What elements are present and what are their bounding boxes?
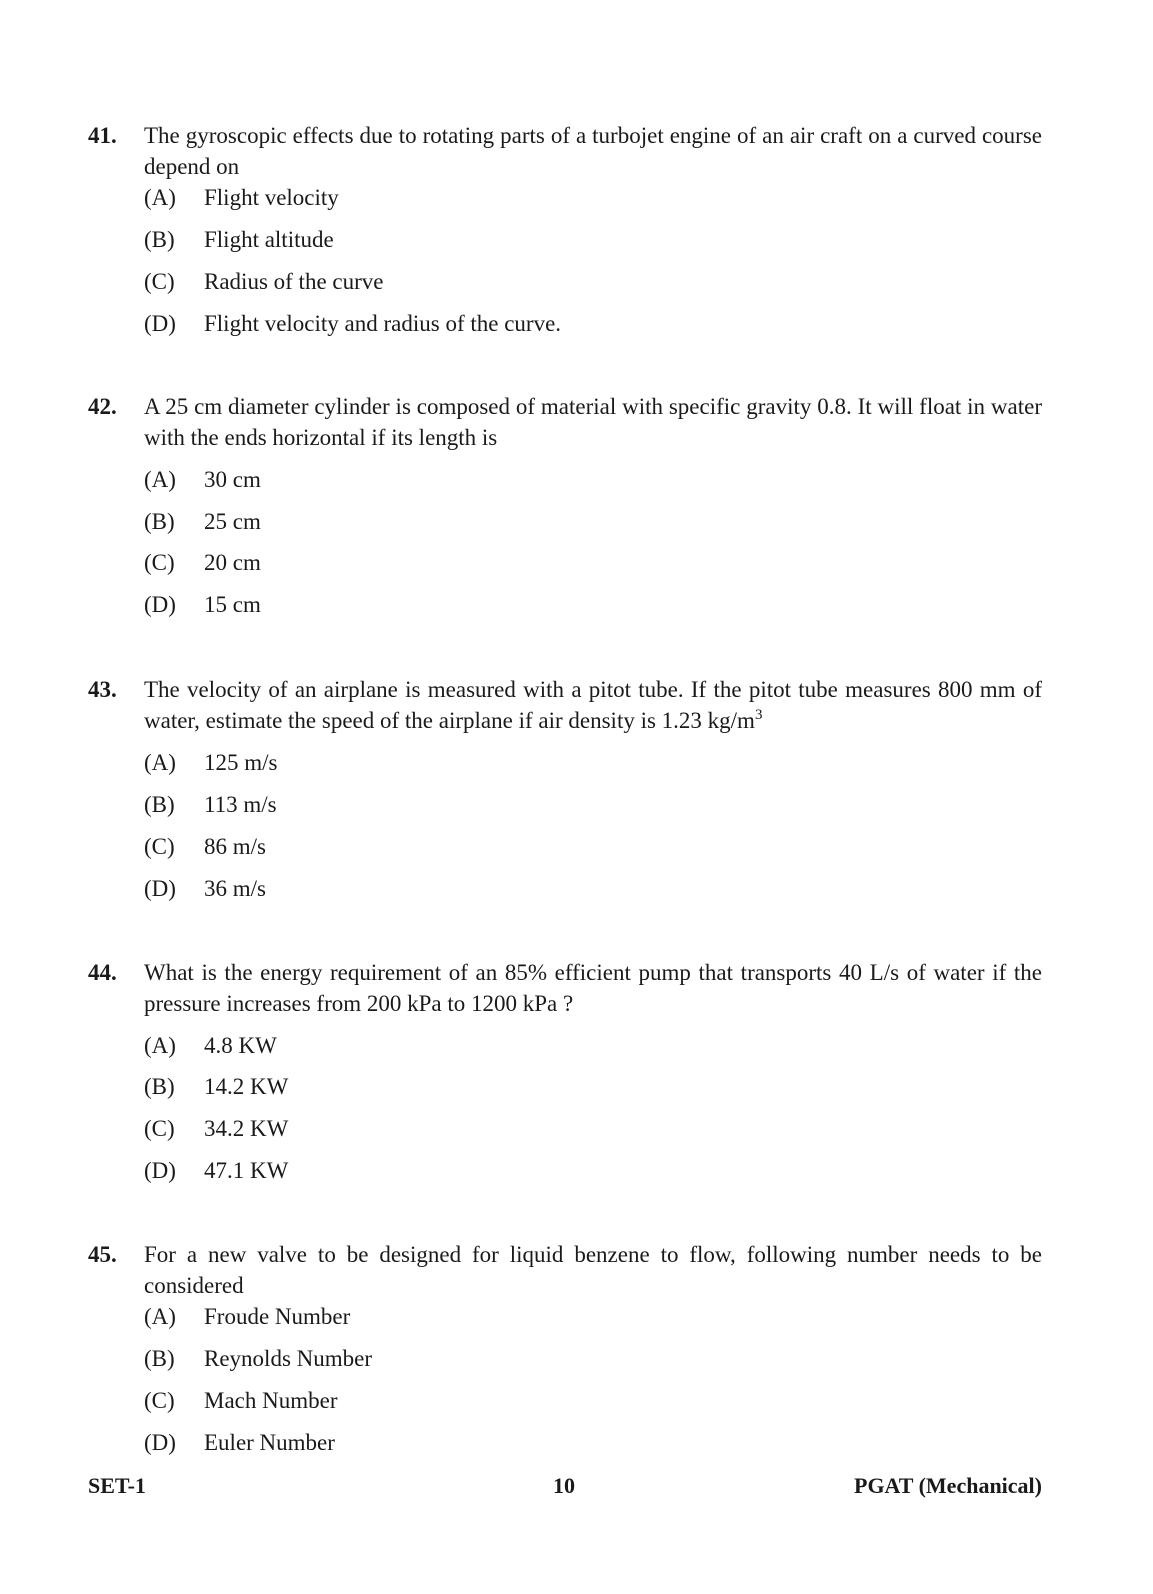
option-text: Euler Number (204, 1430, 335, 1455)
option-label: (D) (144, 1430, 176, 1455)
question-number: 45. (88, 1242, 117, 1267)
option-text: Mach Number (204, 1388, 338, 1413)
question-number: 41. (88, 123, 117, 148)
option-b (144, 790, 277, 820)
option-text: 4.8 KW (204, 1033, 277, 1058)
option-c (144, 1386, 338, 1416)
option-d (144, 309, 561, 339)
option-label: (B) (144, 227, 175, 252)
option-label: (C) (144, 550, 175, 575)
option-label: (A) (144, 1033, 176, 1058)
option-label: (B) (144, 1074, 175, 1099)
option-c (144, 267, 383, 297)
option-a (144, 1031, 277, 1061)
option-label: (A) (144, 1304, 176, 1329)
option-text: 20 cm (204, 550, 261, 575)
question-number: 42. (88, 394, 117, 419)
option-b (144, 1072, 288, 1102)
option-text: Flight velocity (204, 185, 339, 210)
option-d (144, 874, 266, 904)
option-text: 47.1 KW (204, 1158, 289, 1183)
option-label: (D) (144, 876, 176, 901)
superscript: 3 (754, 707, 763, 723)
option-label: (A) (144, 467, 176, 492)
option-label: (D) (144, 592, 176, 617)
option-text: 36 m/s (204, 876, 266, 901)
question-number: 43. (88, 677, 117, 702)
option-label: (A) (144, 185, 176, 210)
option-b (144, 225, 334, 255)
option-d (144, 1156, 288, 1186)
option-label: (D) (144, 311, 176, 336)
option-text: 34.2 KW (204, 1116, 289, 1141)
question-text: For a new valve to be designed for liquid benzene to flow, following number needs to be considered (144, 1242, 1042, 1298)
question-text-body: The velocity of an airplane is measured with a pitot tube. If the pitot tube measures 800 mm of water, estimate the speed of the airplane if air density is 1.23 kg/m (144, 677, 1042, 733)
question-text: The gyroscopic effects due to rotating parts of a turbojet engine of an air craft on a curved course depend on (144, 123, 1042, 179)
footer-page-number: 10 (553, 1473, 575, 1498)
option-a (144, 465, 261, 495)
option-text: 15 cm (204, 592, 261, 617)
question-text (144, 674, 1042, 736)
option-text: 30 cm (204, 467, 261, 492)
option-text: Flight velocity and radius of the curve. (204, 311, 562, 336)
option-label: (B) (144, 1346, 175, 1371)
option-d (144, 1428, 335, 1458)
option-label: (B) (144, 792, 175, 817)
option-b (144, 507, 261, 537)
option-text: Radius of the curve (204, 269, 384, 294)
option-d (144, 590, 261, 620)
option-text: Froude Number (204, 1304, 351, 1329)
option-label: (C) (144, 1388, 175, 1413)
option-b (144, 1344, 372, 1374)
option-text: 113 m/s (204, 792, 277, 817)
option-text: Reynolds Number (204, 1346, 373, 1371)
option-c (144, 548, 261, 578)
option-text: Flight altitude (204, 227, 334, 252)
option-label: (A) (144, 750, 176, 775)
footer-subject: PGAT (Mechanical) (854, 1473, 1042, 1498)
option-c (144, 832, 266, 862)
option-a (144, 748, 277, 778)
option-text: 86 m/s (204, 834, 266, 859)
question-text: What is the energy requirement of an 85% efficient pump that transports 40 L/s of water if the pressure increases from 200 kPa to 1200 kPa ? (144, 960, 1042, 1016)
option-label: (D) (144, 1158, 176, 1183)
option-text: 14.2 KW (204, 1074, 289, 1099)
option-text: 125 m/s (204, 750, 278, 775)
option-label: (B) (144, 509, 175, 534)
option-label: (C) (144, 834, 175, 859)
option-a (144, 183, 339, 213)
option-label: (C) (144, 269, 175, 294)
option-text: 25 cm (204, 509, 261, 534)
question-text: A 25 cm diameter cylinder is composed of material with specific gravity 0.8. It will float in water with the ends horizontal if its length is (144, 394, 1042, 450)
option-c (144, 1114, 288, 1144)
footer-set-label: SET-1 (88, 1473, 146, 1498)
option-label: (C) (144, 1116, 175, 1141)
option-a (144, 1302, 350, 1332)
question-number: 44. (88, 960, 117, 985)
